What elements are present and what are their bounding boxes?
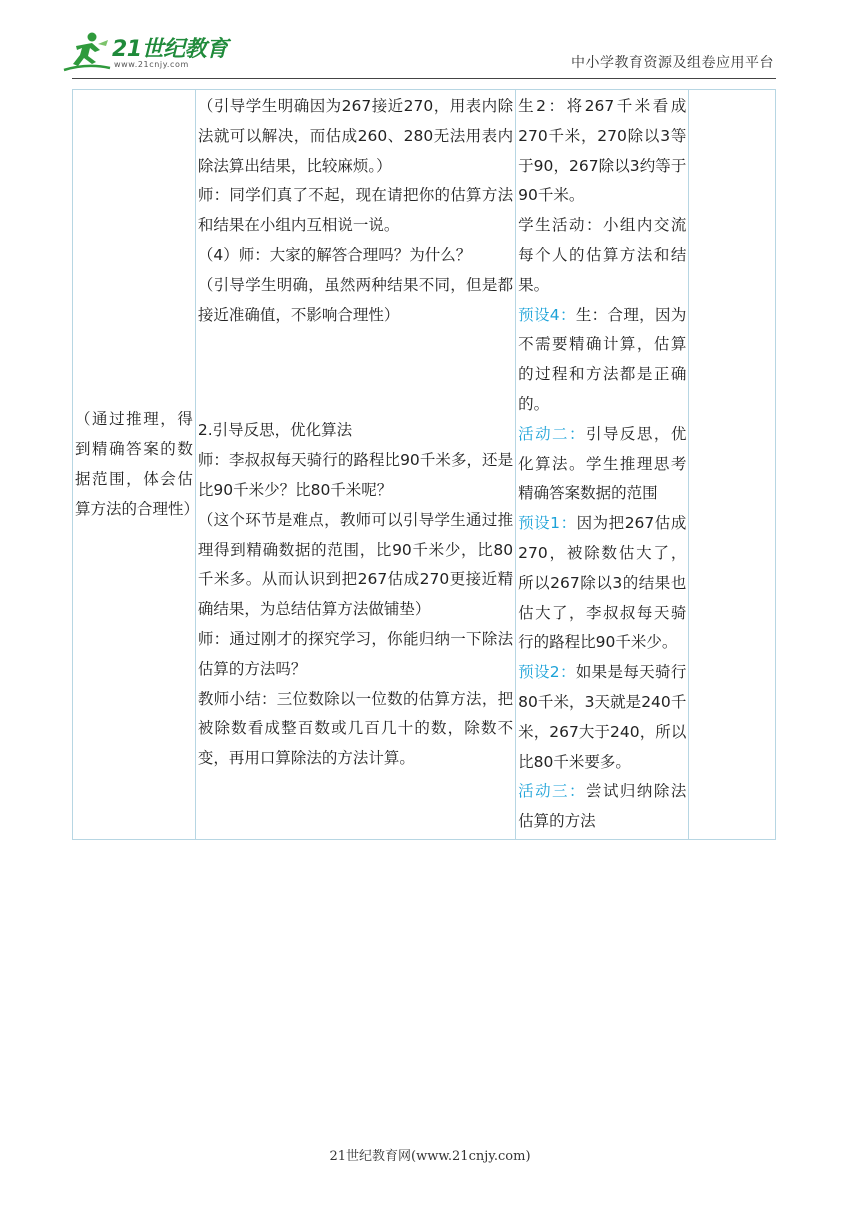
student-cell <box>516 90 689 840</box>
goal-text: （通过推理，得到精确答案的数据范围，体会估算方法的合理性） <box>75 410 200 519</box>
goal-cell <box>73 90 200 840</box>
preset-2: 预设2：如果是每天骑行80千米，3天就是240千米，267大于240，所以比80千米要多。 <box>518 663 687 771</box>
preset-1: 预设1：因为把267估成270，被除数估大了，所以267除以3的结果也估大了，李叔叔每天骑行的路程比90千米少。 <box>518 514 687 652</box>
lesson-table <box>72 89 776 840</box>
page-footer: 21世纪教育网(www.21cnjy.com) <box>329 1149 531 1164</box>
preset-label: 预设2： <box>518 663 576 682</box>
teacher-line: （引导学生明确，虽然两种结果不同，但是都接近准确值，不影响合理性） <box>197 275 514 324</box>
teacher-activities <box>196 90 515 776</box>
preset-label: 预设4： <box>518 305 576 324</box>
platform-name: 中小学教育资源及组卷应用平台 <box>571 55 774 71</box>
activity-label: 活动二： <box>518 424 586 443</box>
page-header <box>0 0 860 90</box>
teacher-cell <box>195 90 515 840</box>
student-activity: 学生活动：小组内交流每个人的估算方法和结果。 <box>518 216 687 294</box>
teacher-line: 师：李叔叔每天骑行的路程比90千米多，还是比90千米少？比80千米呢？ <box>197 451 514 499</box>
section-heading: 2.引导反思，优化算法 <box>197 421 353 440</box>
teacher-line: （引导学生明确因为267接近270，用表内除法就可以解决，而估成260、280无法用表内除法算出结果，比较麻烦。） <box>197 97 514 175</box>
teacher-line: （这个环节是难点，教师可以引导学生通过推理得到精确数据的范围，比90千米少，比80千米多。从而认识到把267估成270更接近精确结果，为总结估算方法做铺垫） <box>197 510 514 619</box>
teacher-line: 师：通过刚才的探究学习，你能归纳一下除法估算的方法吗？ <box>197 629 514 678</box>
runner-logo-icon <box>62 30 112 74</box>
student-activities <box>516 90 688 839</box>
teacher-summary: 教师小结：三位数除以一位数的估算方法，把被除数看成整百数或几百几十的数，除数不变，再用口算除法的方法计算。 <box>197 689 514 768</box>
activity-label: 活动三： <box>518 782 586 801</box>
student-answer: 生2：将267千米看成270千米，270除以3等于90，267除以3约等于90千米。 <box>518 97 687 205</box>
preset-4: 预设4：生：合理，因为不需要精确计算，估算的过程和方法都是正确的。 <box>518 305 687 413</box>
logo-url: www.21cnjy.com <box>114 60 189 69</box>
logo <box>62 30 232 74</box>
logo-text: 21世纪教育 <box>112 37 228 62</box>
teacher-line: 师：同学们真了不起，现在请把你的估算方法和结果在小组内互相说一说。 <box>197 186 514 235</box>
activity-3: 活动三：尝试归纳除法估算的方法 <box>518 782 687 831</box>
header-divider <box>72 78 776 79</box>
preset-label: 预设1： <box>518 514 577 533</box>
table-row <box>73 90 776 840</box>
spacer <box>198 330 513 416</box>
activity-2: 活动二：引导反思，优化算法。学生推理思考精确答案数据的范围 <box>518 424 687 503</box>
notes-cell <box>689 90 776 840</box>
teacher-line: （4）师：大家的解答合理吗？为什么？ <box>197 245 472 264</box>
